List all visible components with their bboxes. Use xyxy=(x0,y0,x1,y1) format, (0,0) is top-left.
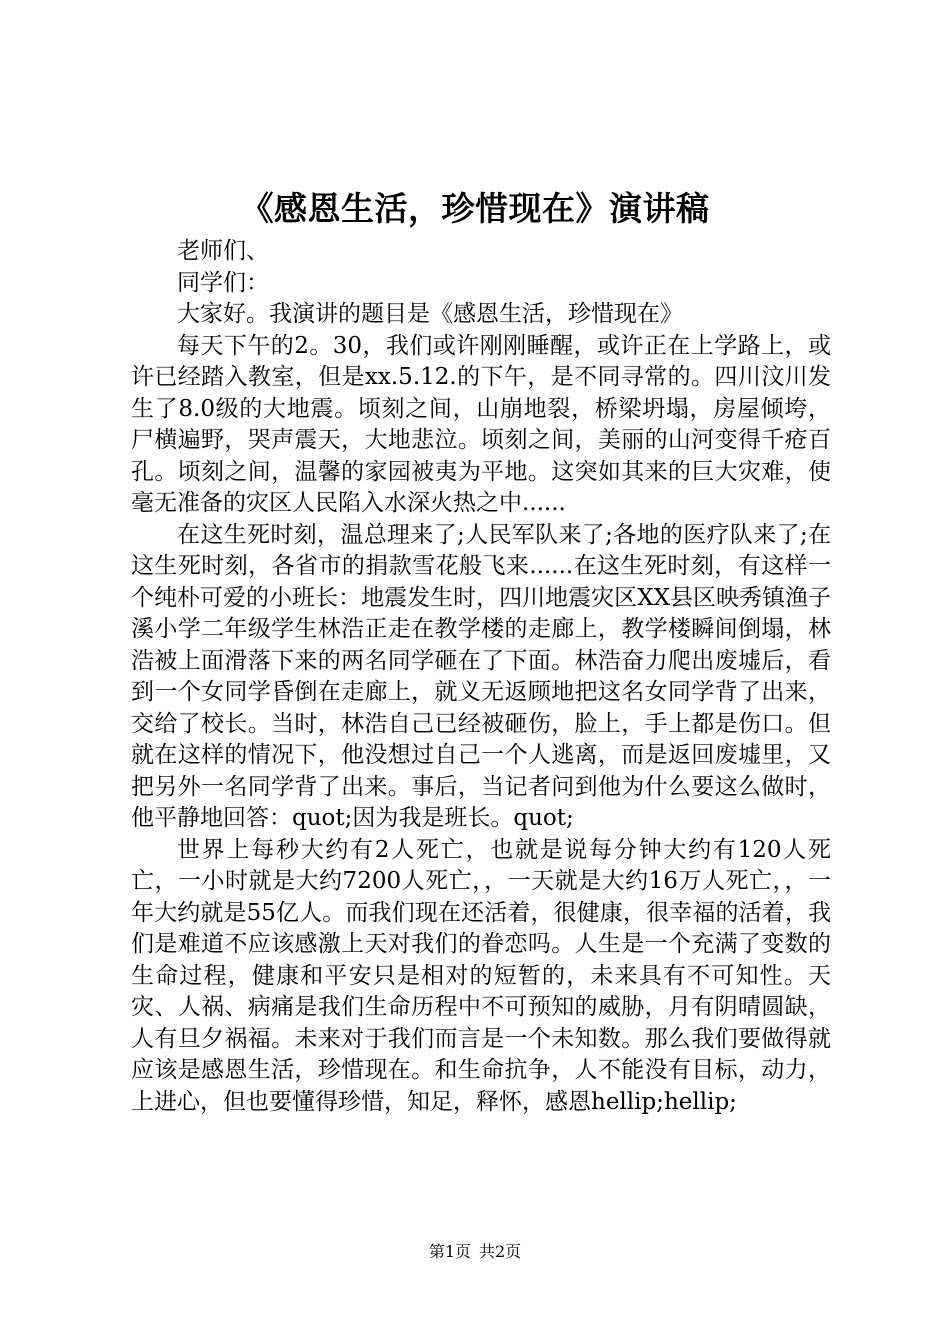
body-paragraph: 在这生死时刻，温总理来了;人民军队来了;各地的医疗队来了;在这生死时刻，各省市的捐款雪花般飞来......在这生死时刻，有这样一个纯朴可爱的小班长：地震发生时，四川地震灾区XX县区映秀镇渔子溪小学二年级学生林浩正走在教学楼的走廊上，教学楼瞬间倒塌，林浩被上面滑落下来的两名同学砸在了下面。林浩奋力爬出废墟后，看到一个女同学昏倒在走廊上，就义无返顾地把这名女同学背了出来，交给了校长。当时，林浩自己已经被砸伤，脸上，手上都是伤口。但就在这样的情况下，他没想过自己一个人逃离，而是返回废墟里，又把另外一名同学背了出来。事后，当记者问到他为什么要这么做时，他平静地回答：quot;因为我是班长。quot; xyxy=(131,521,831,831)
page-number-total: 共2页 xyxy=(479,1242,522,1261)
page-number-current: 第1页 xyxy=(428,1242,471,1261)
body-paragraph: 每天下午的2。30，我们或许刚刚睡醒，或许正在上学路上，或许已经踏入教室，但是xx.5.12.的下午，是不同寻常的。四川汶川发生了8.0级的大地震。顷刻之间，山崩地裂，桥梁坍塌，房屋倾垮，尸横遍野，哭声震天，大地悲泣。顷刻之间，美丽的山河变得千疮百孔。顷刻之间，温馨的家园被夷为平地。这突如其来的巨大灾难，使毫无准备的灾区人民陷入水深火热之中...... xyxy=(131,332,831,516)
body-paragraph: 世界上每秒大约有2人死亡，也就是说每分钟大约有120人死亡，一小时就是大约7200人死亡，，一天就是大约16万人死亡，，一年大约就是55亿人。而我们现在还活着，很健康，很幸福的活着，我们是难道不应该感激上天对我们的眷恋吗。人生是一个充满了变数的生命过程，健康和平安只是相对的短暂的，未来具有不可知性。天灾、人祸、病痛是我们生命历程中不可预知的威胁，月有阴晴圆缺，人有旦夕祸福。未来对于我们而言是一个未知数。那么我们要做得就应该是感恩生活，珍惜现在。和生命抗争，人不能没有目标，动力，上进心，但也要懂得珍惜，知足，释怀，感恩hellip;hellip; xyxy=(131,836,831,1115)
salutation-teachers: 老师们、 xyxy=(177,238,269,264)
document-title: 《感恩生活，珍惜现在》演讲稿 xyxy=(240,189,710,228)
greeting-paragraph: 大家好。我演讲的题目是《感恩生活，珍惜现在》 xyxy=(177,301,683,327)
page-footer xyxy=(0,1240,950,1264)
document-body xyxy=(131,236,831,1118)
salutation-students: 同学们： xyxy=(177,269,269,296)
